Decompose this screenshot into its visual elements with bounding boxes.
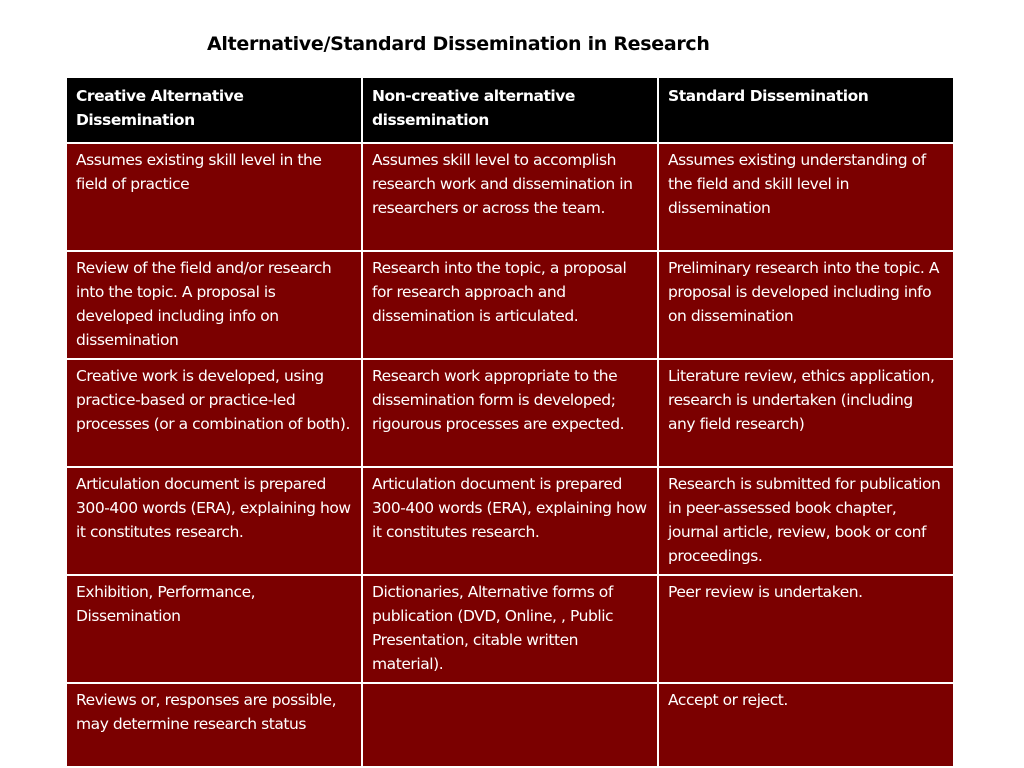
table-cell: Assumes skill level to accomplish research work and dissemination in researchers or across the team. (362, 143, 658, 251)
table-cell: Peer review is undertaken. (658, 575, 954, 683)
column-header-non-creative-alternative: Non-creative alternative dissemination (362, 77, 658, 143)
table-row (66, 575, 954, 683)
table-cell: Creative work is developed, using practice-based or practice-led processes (or a combination of both). (66, 359, 362, 467)
table-cell: Research into the topic, a proposal for research approach and dissemination is articulated. (362, 251, 658, 359)
table-cell (362, 683, 658, 767)
table-cell: Research work appropriate to the dissemination form is developed; rigourous processes are expected. (362, 359, 658, 467)
table-cell: Literature review, ethics application, research is undertaken (including any field research) (658, 359, 954, 467)
slide-title: Alternative/Standard Dissemination in Research (207, 33, 710, 55)
table-cell: Articulation document is prepared 300-400 words (ERA), explaining how it constitutes research. (66, 467, 362, 575)
dissemination-table (65, 76, 955, 768)
table-row (66, 143, 954, 251)
table-cell: Preliminary research into the topic. A proposal is developed including info on dissemination (658, 251, 954, 359)
table-cell: Assumes existing understanding of the field and skill level in dissemination (658, 143, 954, 251)
table-row (66, 359, 954, 467)
column-header-standard: Standard Dissemination (658, 77, 954, 143)
table-cell: Dictionaries, Alternative forms of publication (DVD, Online, , Public Presentation, citable written material). (362, 575, 658, 683)
table-row (66, 683, 954, 767)
table-cell: Reviews or, responses are possible, may determine research status (66, 683, 362, 767)
table-cell: Review of the field and/or research into the topic. A proposal is developed including info on dissemination (66, 251, 362, 359)
table-cell: Accept or reject. (658, 683, 954, 767)
table-cell: Assumes existing skill level in the field of practice (66, 143, 362, 251)
table-row (66, 467, 954, 575)
table-cell: Exhibition, Performance, Dissemination (66, 575, 362, 683)
table-cell: Research is submitted for publication in peer-assessed book chapter, journal article, review, book or conf proceedings. (658, 467, 954, 575)
column-header-creative-alternative: Creative Alternative Dissemination (66, 77, 362, 143)
table-cell: Articulation document is prepared 300-400 words (ERA), explaining how it constitutes research. (362, 467, 658, 575)
table-row (66, 251, 954, 359)
table-header-row (66, 77, 954, 143)
